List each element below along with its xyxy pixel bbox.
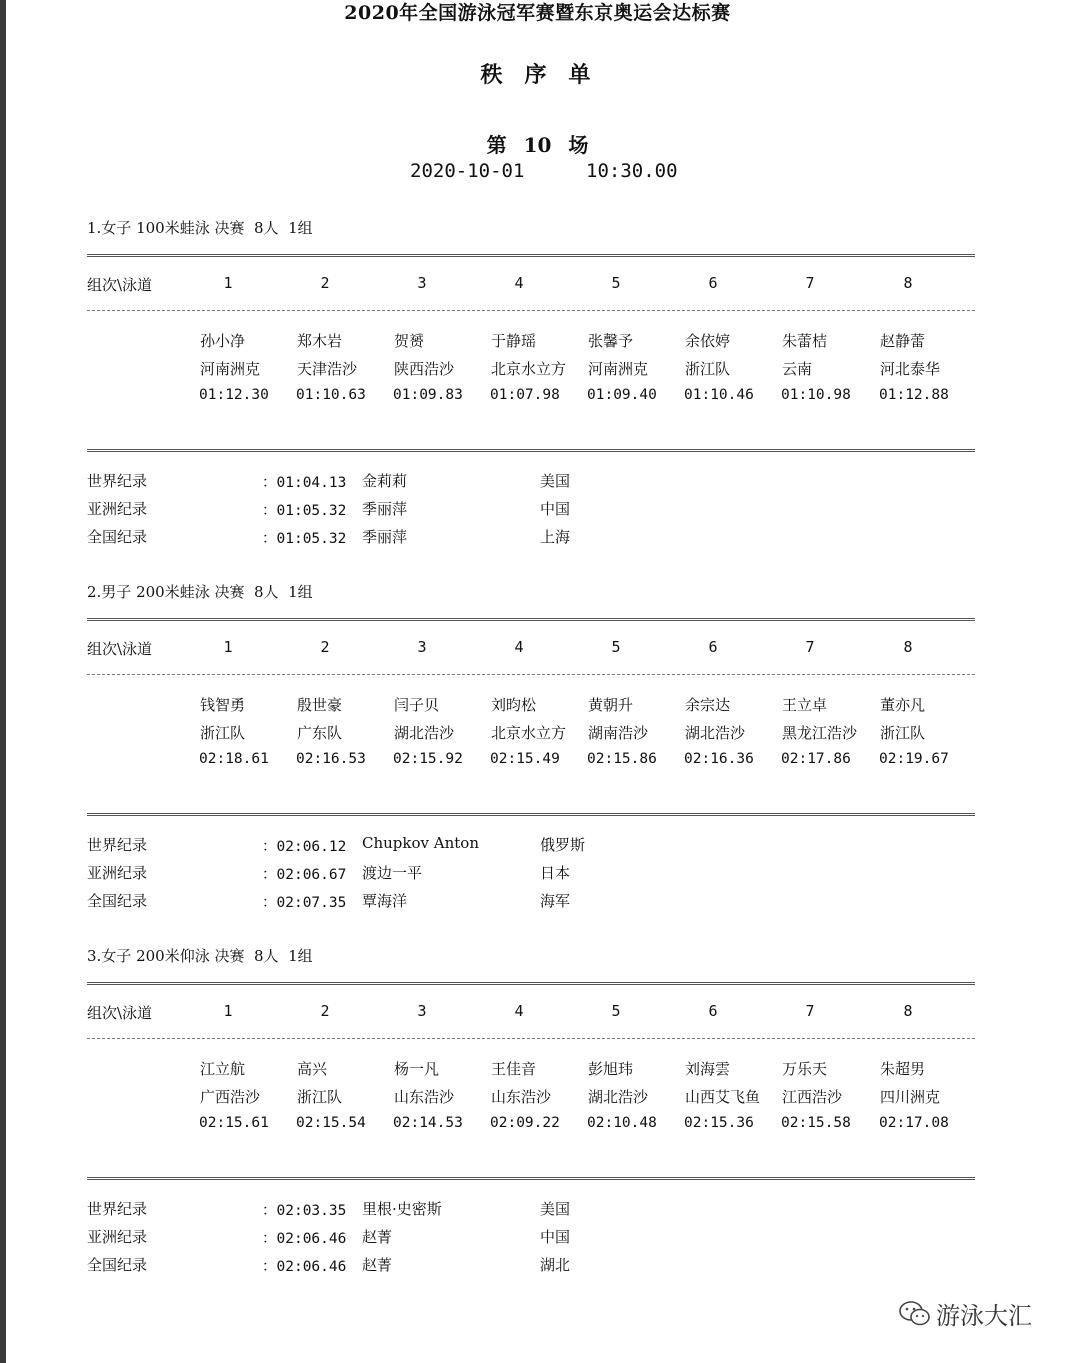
record-holder: Chupkov Anton	[362, 834, 479, 852]
record-time: ：01:05.32	[262, 503, 347, 519]
lane-number: 2	[320, 638, 330, 656]
athlete-name: 王立卓	[782, 696, 828, 714]
athlete-seed-time: 02:10.48	[587, 1115, 657, 1131]
athlete-team: 天津浩沙	[297, 360, 358, 378]
athlete-seed-time: 02:09.22	[490, 1115, 560, 1131]
lane-number: 8	[903, 274, 913, 292]
athlete-name: 余宗达	[685, 696, 731, 714]
record-holder: 渡边一平	[362, 864, 423, 882]
record-time: ：02:06.46	[262, 1231, 347, 1247]
athlete-name: 钱智勇	[200, 696, 246, 714]
athlete-team: 山西艾飞鱼	[685, 1088, 761, 1106]
lane-number: 8	[903, 638, 913, 656]
athlete-team: 山东浩沙	[491, 1088, 552, 1106]
record-label: 全国纪录	[87, 892, 148, 910]
athlete-seed-time: 02:14.53	[393, 1115, 463, 1131]
athlete-name: 郑木岩	[297, 332, 343, 350]
athlete-team: 河南洲克	[588, 360, 649, 378]
athlete-seed-time: 01:10.98	[781, 387, 851, 403]
lane-number: 3	[417, 1002, 427, 1020]
record-country: 湖北	[540, 1256, 571, 1274]
athlete-seed-time: 02:15.54	[296, 1115, 366, 1131]
athlete-team: 湖北浩沙	[394, 724, 455, 742]
lane-number: 1	[223, 1002, 233, 1020]
athlete-name: 杨一凡	[394, 1060, 440, 1078]
athlete-team: 广东队	[297, 724, 343, 742]
athlete-team: 山东浩沙	[394, 1088, 455, 1106]
athlete-seed-time: 02:15.86	[587, 751, 657, 767]
lane-number: 5	[611, 274, 621, 292]
athlete-name: 江立航	[200, 1060, 246, 1078]
athlete-team: 浙江队	[880, 724, 926, 742]
athlete-team: 江西浩沙	[782, 1088, 843, 1106]
athlete-seed-time: 02:17.08	[879, 1115, 949, 1131]
athlete-seed-time: 01:10.63	[296, 387, 366, 403]
athlete-name: 孙小净	[200, 332, 246, 350]
record-time: ：02:06.46	[262, 1259, 347, 1275]
lane-number: 1	[223, 274, 233, 292]
dashed-rule	[87, 310, 975, 311]
athlete-name: 赵静蕾	[880, 332, 926, 350]
athlete-seed-time: 01:07.98	[490, 387, 560, 403]
athlete-seed-time: 02:19.67	[879, 751, 949, 767]
athlete-seed-time: 01:12.88	[879, 387, 949, 403]
watermark	[898, 1296, 1032, 1331]
athlete-name: 刘昀松	[491, 696, 537, 714]
record-time: ：02:06.12	[262, 839, 347, 855]
athlete-name: 朱蕾桔	[782, 332, 828, 350]
dashed-rule	[87, 674, 975, 675]
record-label: 世界纪录	[87, 1200, 148, 1218]
record-country: 美国	[540, 472, 571, 490]
athlete-seed-time: 02:18.61	[199, 751, 269, 767]
athlete-seed-time: 01:10.46	[684, 387, 754, 403]
lane-number: 4	[514, 1002, 524, 1020]
lane-number: 4	[514, 274, 524, 292]
athlete-team: 浙江队	[297, 1088, 343, 1106]
record-label: 全国纪录	[87, 1256, 148, 1274]
athlete-name: 余依婷	[685, 332, 731, 350]
lane-number: 5	[611, 1002, 621, 1020]
athlete-team: 河南洲克	[200, 360, 261, 378]
athlete-name: 万乐天	[782, 1060, 828, 1078]
heat-lane-header: 组次\泳道	[87, 640, 153, 658]
record-country: 中国	[540, 1228, 571, 1246]
record-holder: 里根·史密斯	[362, 1200, 442, 1218]
record-country: 美国	[540, 1200, 571, 1218]
record-country: 日本	[540, 864, 571, 882]
athlete-name: 彭旭玮	[588, 1060, 634, 1078]
session-date: 2020-10-01	[410, 160, 525, 182]
meet-title: 2020年全国游泳冠军赛暨东京奥运会达标赛	[344, 2, 731, 24]
athlete-team: 湖北浩沙	[685, 724, 746, 742]
athlete-seed-time: 01:12.30	[199, 387, 269, 403]
athlete-name: 张馨予	[588, 332, 634, 350]
record-label: 亚洲纪录	[87, 1228, 148, 1246]
athlete-team: 浙江队	[200, 724, 246, 742]
lane-number: 6	[708, 1002, 718, 1020]
record-holder: 赵菁	[362, 1228, 393, 1246]
athlete-seed-time: 02:16.53	[296, 751, 366, 767]
lane-number: 6	[708, 274, 718, 292]
record-label: 世界纪录	[87, 472, 148, 490]
record-holder: 覃海洋	[362, 892, 408, 910]
double-rule	[87, 618, 975, 621]
athlete-team: 湖南浩沙	[588, 724, 649, 742]
athlete-team: 四川洲克	[880, 1088, 941, 1106]
athlete-seed-time: 02:17.86	[781, 751, 851, 767]
record-country: 俄罗斯	[540, 836, 586, 854]
double-rule	[87, 982, 975, 985]
record-country: 中国	[540, 500, 571, 518]
record-label: 亚洲纪录	[87, 500, 148, 518]
lane-number: 4	[514, 638, 524, 656]
athlete-team: 湖北浩沙	[588, 1088, 649, 1106]
athlete-team: 云南	[782, 360, 813, 378]
athlete-team: 河北泰华	[880, 360, 941, 378]
lane-number: 2	[320, 1002, 330, 1020]
athlete-name: 贺赟	[394, 332, 425, 350]
athlete-seed-time: 02:15.92	[393, 751, 463, 767]
athlete-name: 殷世豪	[297, 696, 343, 714]
athlete-name: 王佳音	[491, 1060, 537, 1078]
record-holder: 金莉莉	[362, 472, 408, 490]
double-rule	[87, 1177, 975, 1180]
event-title: 1.女子 100米蛙泳 决赛 8人 1组	[87, 219, 313, 237]
record-time: ：01:04.13	[262, 475, 347, 491]
record-country: 上海	[540, 528, 571, 546]
heat-lane-header: 组次\泳道	[87, 1004, 153, 1022]
record-time: ：02:03.35	[262, 1203, 347, 1219]
record-country: 海军	[540, 892, 571, 910]
athlete-seed-time: 01:09.40	[587, 387, 657, 403]
athlete-team: 广西浩沙	[200, 1088, 261, 1106]
athlete-team: 北京水立方	[491, 360, 567, 378]
athlete-team: 黑龙江浩沙	[782, 724, 858, 742]
athlete-team: 北京水立方	[491, 724, 567, 742]
double-rule	[87, 254, 975, 257]
lane-number: 7	[805, 638, 815, 656]
athlete-seed-time: 02:16.36	[684, 751, 754, 767]
record-holder: 季丽萍	[362, 528, 408, 546]
athlete-name: 朱超男	[880, 1060, 926, 1078]
session-time: 10:30.00	[586, 160, 678, 182]
lane-number: 7	[805, 1002, 815, 1020]
athlete-name: 高兴	[297, 1060, 328, 1078]
lane-number: 2	[320, 274, 330, 292]
lane-number: 6	[708, 638, 718, 656]
record-label: 世界纪录	[87, 836, 148, 854]
athlete-seed-time: 02:15.61	[199, 1115, 269, 1131]
dashed-rule	[87, 1038, 975, 1039]
athlete-seed-time: 02:15.49	[490, 751, 560, 767]
lane-number: 5	[611, 638, 621, 656]
record-label: 亚洲纪录	[87, 864, 148, 882]
wechat-icon	[898, 1299, 932, 1329]
doc-title: 秩序单	[480, 62, 613, 88]
athlete-name: 于静瑶	[491, 332, 537, 350]
double-rule	[87, 813, 975, 816]
page-left-edge	[0, 0, 6, 1363]
record-time: ：02:07.35	[262, 895, 347, 911]
athlete-name: 董亦凡	[880, 696, 926, 714]
athlete-name: 刘海雲	[685, 1060, 731, 1078]
double-rule	[87, 449, 975, 452]
athlete-team: 陕西浩沙	[394, 360, 455, 378]
lane-number: 7	[805, 274, 815, 292]
athlete-seed-time: 02:15.58	[781, 1115, 851, 1131]
event-title: 3.女子 200米仰泳 决赛 8人 1组	[87, 947, 313, 965]
athlete-seed-time: 02:15.36	[684, 1115, 754, 1131]
lane-number: 3	[417, 638, 427, 656]
event-title: 2.男子 200米蛙泳 决赛 8人 1组	[87, 583, 313, 601]
record-time: ：02:06.67	[262, 867, 347, 883]
record-label: 全国纪录	[87, 528, 148, 546]
athlete-name: 黄朝升	[588, 696, 634, 714]
record-time: ：01:05.32	[262, 531, 347, 547]
lane-number: 8	[903, 1002, 913, 1020]
lane-number: 1	[223, 638, 233, 656]
athlete-team: 浙江队	[685, 360, 731, 378]
record-holder: 季丽萍	[362, 500, 408, 518]
session-number: 第 10 场	[486, 133, 589, 157]
athlete-seed-time: 01:09.83	[393, 387, 463, 403]
lane-number: 3	[417, 274, 427, 292]
athlete-name: 闫子贝	[394, 696, 440, 714]
heat-lane-header: 组次\泳道	[87, 276, 153, 294]
record-holder: 赵菁	[362, 1256, 393, 1274]
watermark-text: 游泳大汇	[936, 1302, 1032, 1330]
